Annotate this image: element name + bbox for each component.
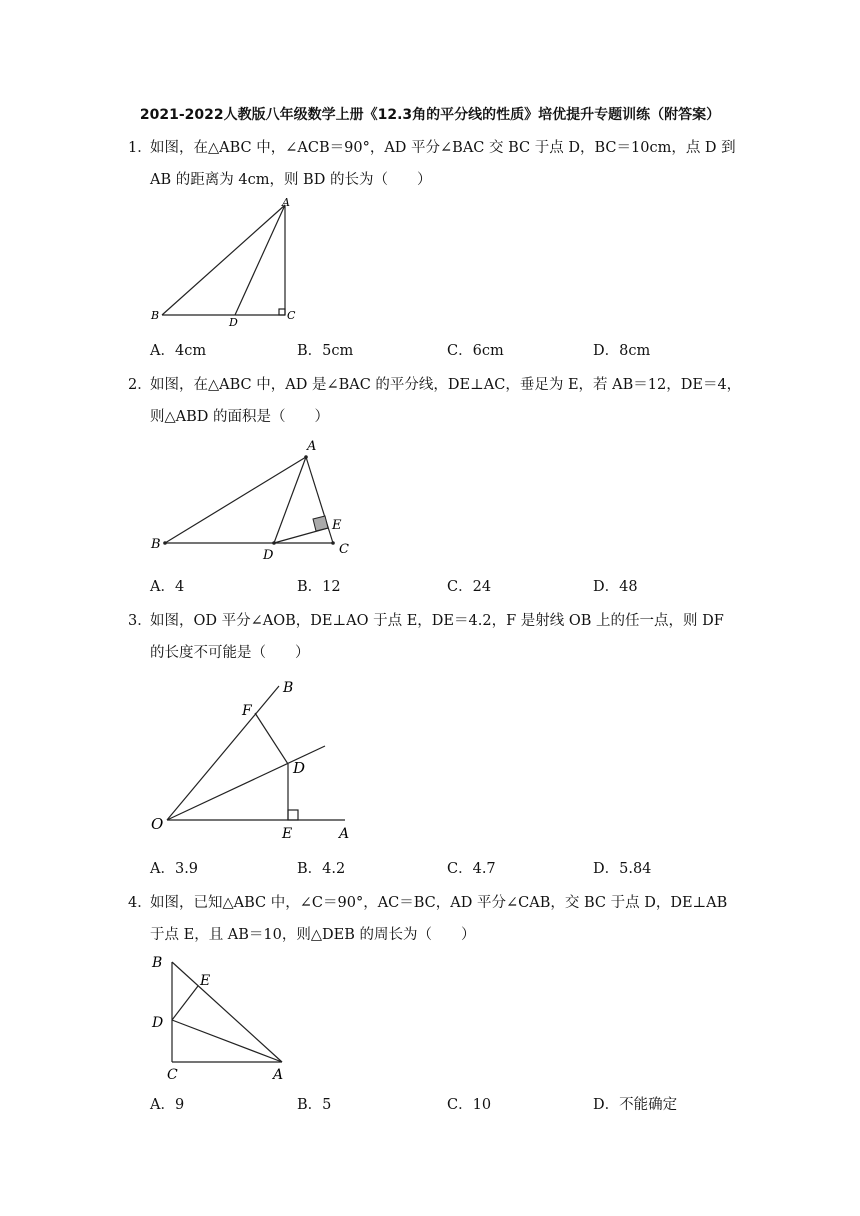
question-1-option-d: D．8cm: [593, 343, 651, 359]
label-a: A: [282, 196, 290, 209]
question-1-line-1: 如图，在△ABC 中，∠ACB＝90°，AD 平分∠BAC 交 BC 于点 D，BC＝10cm，点 D 到: [150, 140, 736, 156]
question-3-option-b: B．4.2: [297, 861, 346, 877]
label-e: E: [332, 518, 342, 533]
question-1-option-b: B．5cm: [297, 343, 354, 359]
question-2-option-d: D．48: [593, 579, 638, 595]
label-c: C: [287, 309, 296, 322]
question-2-option-c: C．24: [447, 579, 492, 595]
label-d: D: [293, 759, 306, 777]
question-2-line-2: 则△ABD 的面积是（ ）: [150, 409, 330, 425]
segment-ad: [235, 205, 285, 315]
question-2-option-a: A．4: [150, 579, 185, 595]
segment-de: [172, 986, 198, 1020]
segment-ba: [162, 205, 285, 315]
question-1-number: 1．: [128, 140, 152, 156]
segment-fd: [255, 713, 288, 764]
question-3-number: 3．: [128, 613, 152, 629]
label-f: F: [242, 703, 252, 719]
label-d: D: [229, 316, 238, 329]
right-angle-mark: [313, 516, 328, 531]
question-3-line-2: 的长度不可能是（ ）: [150, 645, 310, 661]
segment-ba: [172, 962, 282, 1062]
ray-ob: [167, 686, 279, 820]
label-d: D: [263, 548, 274, 563]
right-angle-mark: [279, 309, 285, 315]
label-b: B: [283, 680, 294, 696]
question-4-figure: [145, 952, 295, 1082]
label-e: E: [282, 826, 293, 842]
label-o: O: [151, 815, 164, 833]
segment-da: [172, 1020, 282, 1062]
question-4-line-2: 于点 E，且 AB＝10，则△DEB 的周长为（ ）: [150, 927, 476, 943]
label-b: B: [151, 537, 161, 552]
question-3-option-d: D．5.84: [593, 861, 652, 877]
question-3-line-1: 如图，OD 平分∠AOB，DE⊥AO 于点 E，DE＝4.2，F 是射线 OB 上的任一点，则 DF: [150, 613, 724, 629]
question-1-option-c: C．6cm: [447, 343, 504, 359]
label-d: D: [152, 1015, 164, 1031]
question-2-option-b: B．12: [297, 579, 341, 595]
question-3-option-c: C．4.7: [447, 861, 496, 877]
question-1-line-2: AB 的距离为 4cm，则 BD 的长为（ ）: [150, 172, 432, 188]
ray-od: [167, 746, 325, 820]
segment-ba: [165, 457, 306, 543]
label-b: B: [152, 955, 163, 971]
label-c: C: [167, 1067, 178, 1082]
question-2-line-1: 如图，在△ABC 中，AD 是∠BAC 的平分线，DE⊥AC，垂足为 E，若 AB＝12，DE＝4，: [150, 377, 742, 393]
question-4-option-b: B．5: [297, 1097, 332, 1113]
question-4-option-a: A．9: [150, 1097, 185, 1113]
question-1-option-a: A．4cm: [150, 343, 207, 359]
question-2-figure: [145, 432, 365, 564]
document-title: 2021-2022人教版八年级数学上册《12.3角的平分线的性质》培优提升专题训练（附答案）: [139, 107, 721, 123]
right-angle-mark: [288, 810, 298, 820]
label-a: A: [307, 439, 317, 454]
label-a: A: [273, 1067, 284, 1082]
question-2-number: 2．: [128, 377, 152, 393]
question-3-figure: [145, 672, 365, 842]
label-c: C: [339, 542, 349, 557]
question-4-option-d: D．不能确定: [593, 1097, 678, 1113]
question-1-figure: [145, 193, 305, 330]
label-e: E: [200, 973, 211, 989]
label-b: B: [151, 309, 160, 322]
question-3-option-a: A．3.9: [150, 861, 199, 877]
question-4-option-c: C．10: [447, 1097, 492, 1113]
label-a: A: [339, 826, 350, 842]
question-4-number: 4．: [128, 895, 152, 911]
question-4-line-1: 如图，已知△ABC 中，∠C＝90°，AC＝BC，AD 平分∠CAB，交 BC 于点 D，DE⊥AB: [150, 895, 728, 911]
segment-ad: [274, 457, 306, 543]
